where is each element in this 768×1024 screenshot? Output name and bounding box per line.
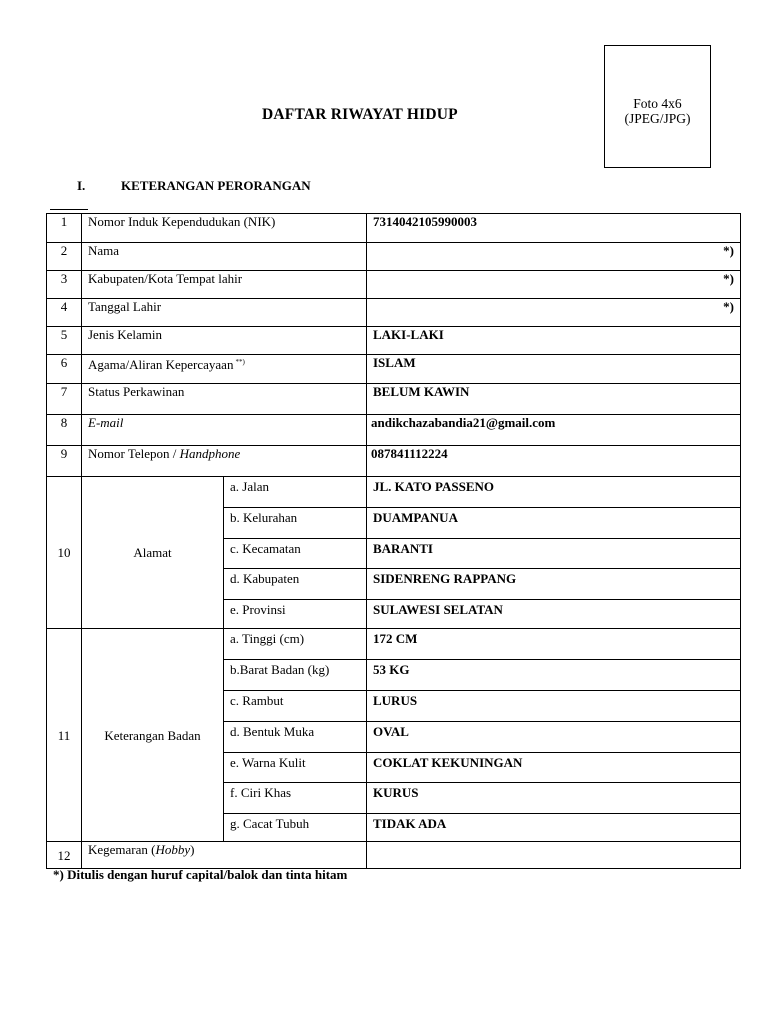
address-kelurahan-value: DUAMPANUA (367, 508, 741, 539)
row-number: 12 (47, 842, 82, 869)
distinctive-trait-value: KURUS (367, 783, 741, 814)
address-provinsi-value: SULAWESI SELATAN (367, 600, 741, 629)
religion-value: ISLAM (367, 355, 741, 384)
body-sub-label: f. Ciri Khas (224, 783, 367, 814)
row-label: Nomor Telepon / Handphone (82, 446, 367, 477)
row-number: 7 (47, 384, 82, 415)
body-group-label: Keterangan Badan (82, 629, 224, 842)
table-row (47, 271, 741, 299)
row-label: Nomor Induk Kependudukan (NIK) (82, 214, 367, 243)
page-title: DAFTAR RIWAYAT HIDUP (262, 106, 458, 123)
photo-label: Foto 4x6 (633, 96, 682, 111)
row-number: 4 (47, 299, 82, 327)
body-sub-label: a. Tinggi (cm) (224, 629, 367, 660)
row-number: 6 (47, 355, 82, 384)
row-label: E-mail (82, 415, 367, 446)
row-label: Kabupaten/Kota Tempat lahir (82, 271, 367, 299)
section-number: I. (77, 178, 86, 193)
table-row (47, 446, 741, 477)
photo-placeholder (604, 45, 711, 168)
row-label: Agama/Aliran Kepercayaan **) (82, 355, 367, 384)
address-sub-label: c. Kecamatan (224, 539, 367, 569)
row-number: 9 (47, 446, 82, 477)
height-value: 172 CM (367, 629, 741, 660)
table-row (47, 327, 741, 355)
row-number: 2 (47, 243, 82, 271)
body-sub-label: c. Rambut (224, 691, 367, 722)
address-kabupaten-value: SIDENRENG RAPPANG (367, 569, 741, 600)
row-number: 1 (47, 214, 82, 243)
required-mark: *) (723, 299, 734, 314)
name-value (367, 243, 741, 271)
marital-status-value: BELUM KAWIN (367, 384, 741, 415)
skin-color-value: COKLAT KEKUNINGAN (367, 753, 741, 783)
address-sub-label: d. Kabupaten (224, 569, 367, 600)
row-label: Jenis Kelamin (82, 327, 367, 355)
birthplace-value (367, 271, 741, 299)
footnote-mark: **) (235, 358, 245, 366)
weight-value: 53 KG (367, 660, 741, 691)
table-top-mark (50, 209, 88, 210)
footnote: *) Ditulis dengan huruf capital/balok dan tinta hitam (53, 867, 348, 882)
row-number: 3 (47, 271, 82, 299)
address-street-value: JL. KATO PASSENO (367, 477, 741, 508)
address-group-label: Alamat (82, 477, 224, 629)
table-row (47, 415, 741, 446)
body-sub-label: g. Cacat Tubuh (224, 814, 367, 842)
row-number: 5 (47, 327, 82, 355)
table-row (47, 384, 741, 415)
required-mark: *) (723, 271, 734, 286)
body-sub-label: b.Barat Badan (kg) (224, 660, 367, 691)
photo-format: (JPEG/JPG) (624, 111, 691, 126)
row-label: Status Perkawinan (82, 384, 367, 415)
row-label: Tanggal Lahir (82, 299, 367, 327)
nik-value: 7314042105990003 (367, 214, 741, 243)
required-mark: *) (723, 243, 734, 258)
table-row (47, 355, 741, 384)
address-sub-label: b. Kelurahan (224, 508, 367, 539)
disability-value: TIDAK ADA (367, 814, 741, 842)
row-number: 8 (47, 415, 82, 446)
table-row (47, 299, 741, 327)
body-sub-label: e. Warna Kulit (224, 753, 367, 783)
hair-value: LURUS (367, 691, 741, 722)
body-sub-label: d. Bentuk Muka (224, 722, 367, 753)
section-title: KETERANGAN PERORANGAN (121, 178, 311, 193)
personal-info-table (46, 213, 741, 869)
address-sub-label: a. Jalan (224, 477, 367, 508)
row-number: 10 (47, 477, 82, 629)
gender-value: LAKI-LAKI (367, 327, 741, 355)
row-label: Nama (82, 243, 367, 271)
address-kecamatan-value: BARANTI (367, 539, 741, 569)
row-number: 11 (47, 629, 82, 842)
face-shape-value: OVAL (367, 722, 741, 753)
table-row (47, 243, 741, 271)
address-sub-label: e. Provinsi (224, 600, 367, 629)
table-row (47, 214, 741, 243)
phone-value: 087841112224 (367, 446, 741, 477)
email-value: andikchazabandia21@gmail.com (367, 415, 741, 446)
row-label: Kegemaran (Hobby) (82, 842, 367, 869)
table-row (47, 842, 741, 869)
table-row (47, 477, 741, 508)
birthdate-value (367, 299, 741, 327)
table-row (47, 629, 741, 660)
hobby-value (367, 842, 741, 869)
